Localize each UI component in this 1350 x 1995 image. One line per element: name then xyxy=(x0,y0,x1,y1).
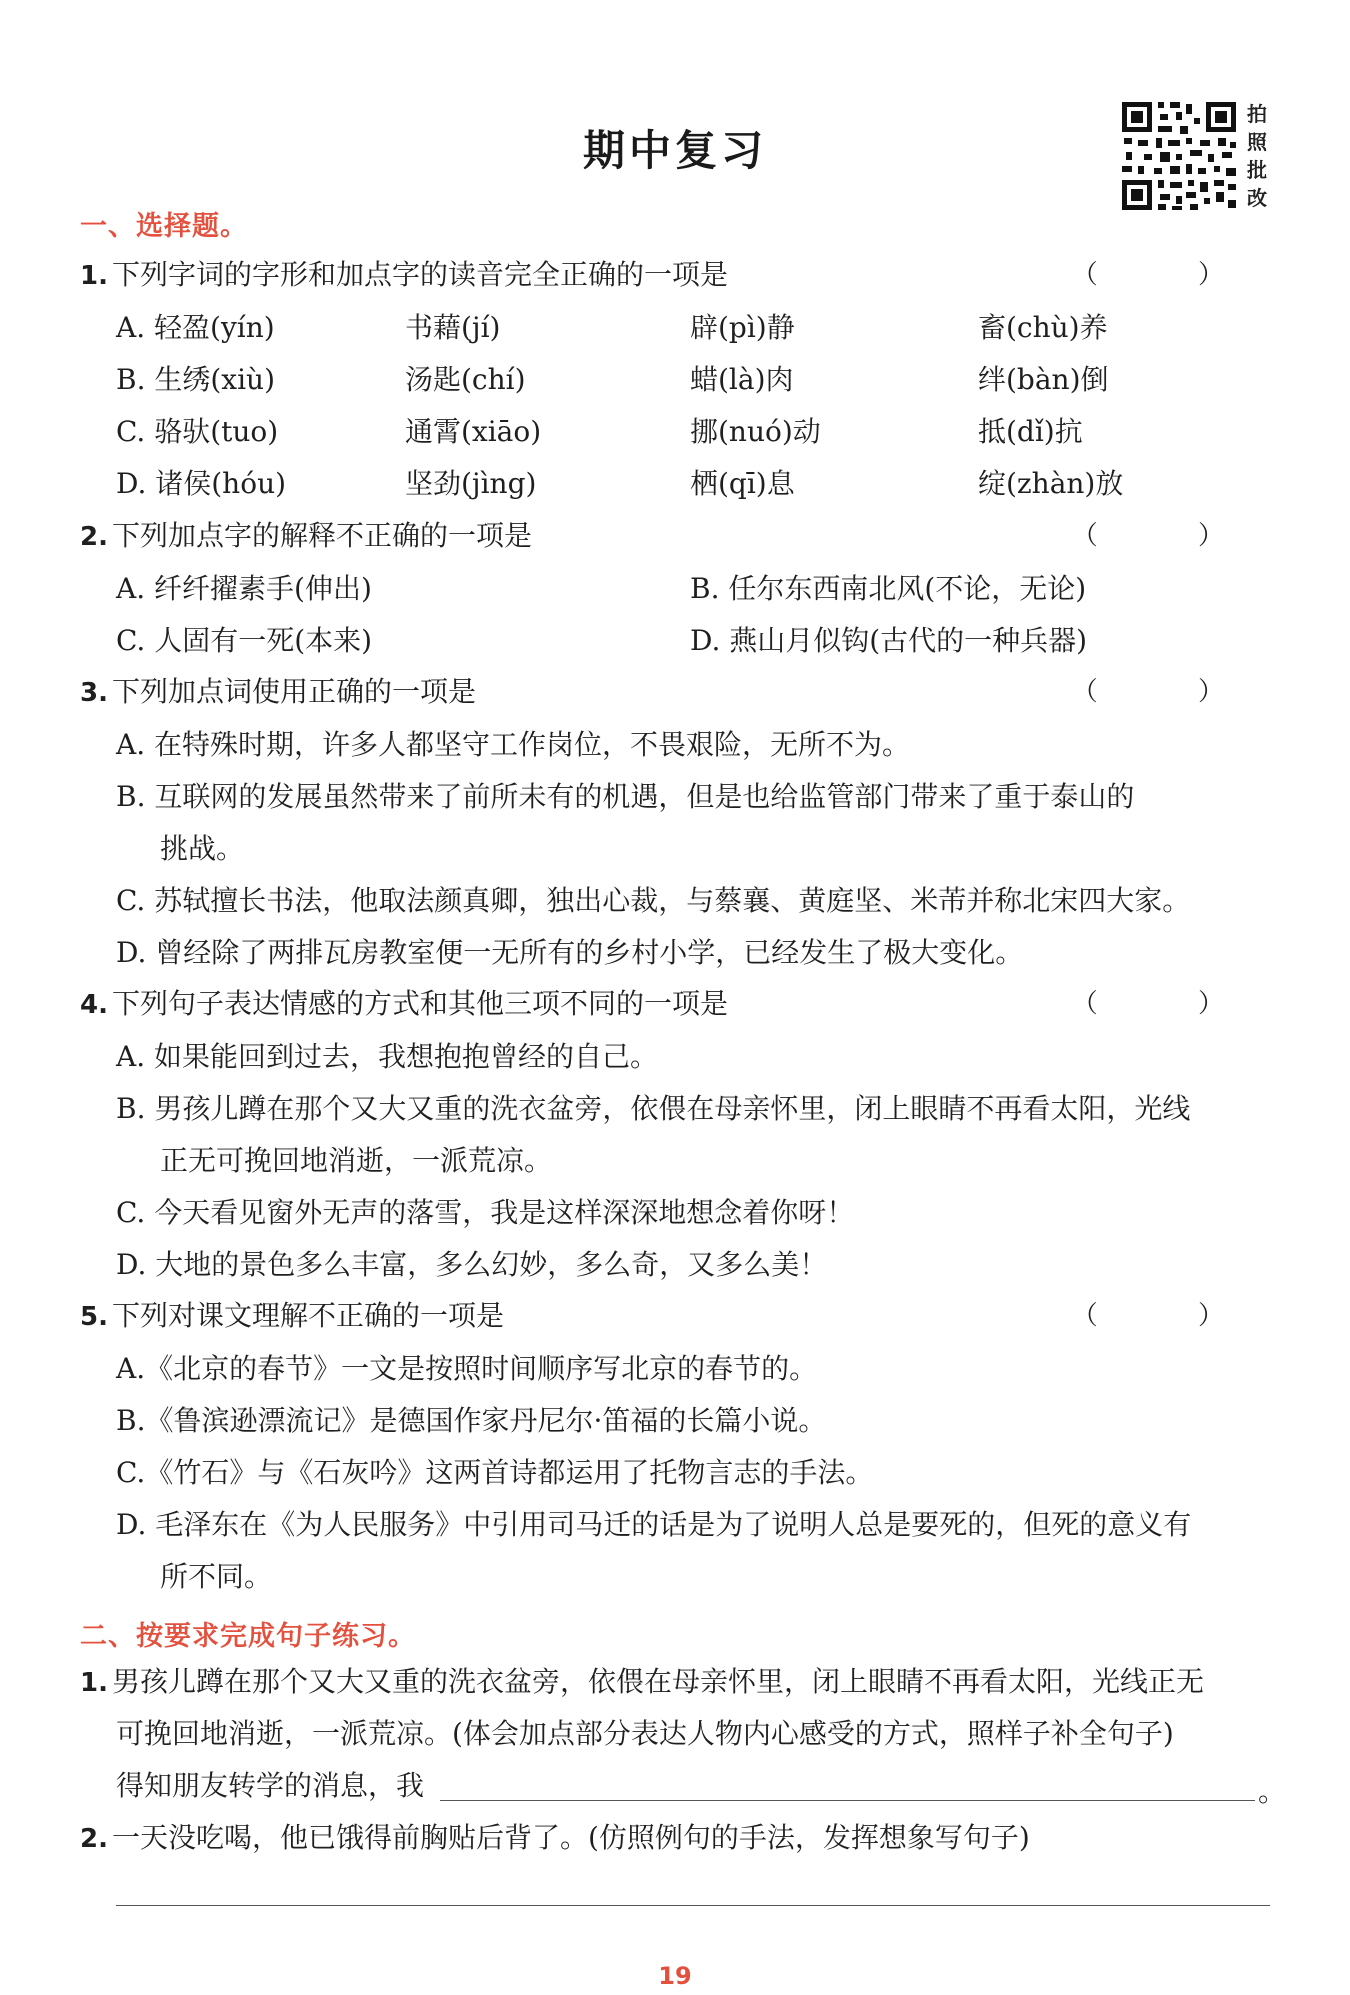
q5-option-c: C.《竹石》与《石灰吟》这两首诗都运用了托物言志的手法。 xyxy=(116,1456,874,1489)
qr-code-icon[interactable] xyxy=(1120,100,1238,212)
sentence-end-mark: 。 xyxy=(1258,1775,1287,1808)
answer-bracket[interactable]: （ ） xyxy=(1071,677,1270,707)
answer-bracket[interactable]: （ ） xyxy=(1071,1301,1270,1331)
answer-bracket[interactable]: （ ） xyxy=(1071,260,1270,290)
sentence-question-1-line2: 可挽回地消逝，一派荒凉。(体会加点部分表达人物内心感受的方式，照样子补全句子) xyxy=(116,1717,1174,1750)
q5-option-d-cont: 所不同。 xyxy=(160,1560,273,1593)
q4-option-b-cont: 正无可挽回地消逝，一派荒凉。 xyxy=(160,1144,553,1177)
q2-option-d: D. 燕山月似钩(古代的一种兵器) xyxy=(690,624,1088,657)
question-4: 4. 下列句子表达情感的方式和其他三项不同的一项是 （ ） xyxy=(80,984,1270,1024)
sentence-question-1-line1: 男孩儿蹲在那个又大又重的洗衣盆旁，依偎在母亲怀里，闭上眼睛不再看太阳，光线正无 xyxy=(111,1665,1204,1698)
page-title: 期中复习 xyxy=(582,126,767,175)
q1-b-4: 绊(bàn)倒 xyxy=(978,363,1109,396)
q1-c-3: 挪(nuó)动 xyxy=(690,415,821,448)
q3-option-c: C. 苏轼擅长书法，他取法颜真卿，独出心裁，与蔡襄、黄庭坚、米芾并称北宋四大家。 xyxy=(116,884,1191,917)
q1-c-4: 抵(dǐ)抗 xyxy=(978,415,1083,448)
q3-option-b: B. 互联网的发展虽然带来了前所未有的机遇，但是也给监管部门带来了重于泰山的 xyxy=(116,780,1135,813)
answer-bracket[interactable]: （ ） xyxy=(1071,521,1270,551)
question-4-stem: 下列句子表达情感的方式和其他三项不同的一项是 xyxy=(111,987,728,1020)
question-3: 3. 下列加点词使用正确的一项是 （ ） xyxy=(80,672,1270,712)
q4-option-c: C. 今天看见窗外无声的落雪，我是这样深深地想念着你呀！ xyxy=(116,1196,855,1229)
section-heading-choice: 一、选择题。 xyxy=(80,211,248,242)
sentence-question-2-line1: 一天没吃喝，他已饿得前胸贴后背了。(仿照例句的手法，发挥想象写句子) xyxy=(111,1821,1030,1854)
question-2: 2. 下列加点字的解释不正确的一项是 （ ） xyxy=(80,516,1270,556)
q5-option-a: A.《北京的春节》一文是按照时间顺序写北京的春节的。 xyxy=(116,1352,818,1385)
question-3-stem: 下列加点词使用正确的一项是 xyxy=(111,675,476,708)
q1-a-1: A. 轻盈(yín) xyxy=(116,311,275,344)
q1-a-2: 书藉(jí) xyxy=(405,311,501,344)
question-2-stem: 下列加点字的解释不正确的一项是 xyxy=(111,519,532,552)
q1-d-1: D. 诸侯(hóu) xyxy=(116,467,287,500)
q3-option-a: A. 在特殊时期，许多人都坚守工作岗位，不畏艰险，无所不为。 xyxy=(116,728,911,761)
q1-c-2: 通霄(xiāo) xyxy=(405,415,542,448)
q5-option-d: D. 毛泽东在《为人民服务》中引用司马迁的话是为了说明人总是要死的，但死的意义有 xyxy=(116,1508,1192,1541)
sentence-question-2: 2. 一天没吃喝，他已饿得前胸贴后背了。(仿照例句的手法，发挥想象写句子) xyxy=(80,1821,1030,1854)
question-1: 1. 下列字词的字形和加点字的读音完全正确的一项是 （ ） xyxy=(80,255,1270,295)
question-5-stem: 下列对课文理解不正确的一项是 xyxy=(111,1299,504,1332)
q1-a-4: 畜(chù)养 xyxy=(978,311,1108,344)
page-number: 19 xyxy=(658,1962,692,1990)
q3-option-b-cont: 挑战。 xyxy=(160,832,245,865)
q1-b-2: 汤匙(chí) xyxy=(405,363,526,396)
q1-d-2: 坚劲(jìng) xyxy=(405,467,537,500)
q1-c-1: C. 骆驮(tuo) xyxy=(116,415,279,448)
answer-blank-1[interactable] xyxy=(440,1800,1255,1801)
q3-option-d: D. 曾经除了两排瓦房教室便一无所有的乡村小学，已经发生了极大变化。 xyxy=(116,936,1024,969)
question-5: 5. 下列对课文理解不正确的一项是 （ ） xyxy=(80,1296,1270,1336)
q2-option-a: A. 纤纤擢素手(伸出) xyxy=(116,572,372,605)
sentence-question-1: 1. 男孩儿蹲在那个又大又重的洗衣盆旁，依偎在母亲怀里，闭上眼睛不再看太阳，光线正无 xyxy=(80,1665,1204,1698)
q1-d-4: 绽(zhàn)放 xyxy=(978,467,1124,500)
qr-caption: 拍 照 批 改 xyxy=(1247,102,1267,210)
q2-option-b: B. 任尔东西南北风(不论，无论) xyxy=(690,572,1087,605)
q4-option-d: D. 大地的景色多么丰富，多么幻妙，多么奇，又多么美！ xyxy=(116,1248,828,1281)
q1-d-3: 栖(qī)息 xyxy=(690,467,795,500)
q2-option-c: C. 人固有一死(本来) xyxy=(116,624,373,657)
question-1-stem: 下列字词的字形和加点字的读音完全正确的一项是 xyxy=(111,258,728,291)
sentence-question-1-line3: 得知朋友转学的消息，我 xyxy=(116,1769,425,1802)
q1-b-3: 蜡(là)肉 xyxy=(690,363,794,396)
answer-bracket[interactable]: （ ） xyxy=(1071,989,1270,1019)
q4-option-b: B. 男孩儿蹲在那个又大又重的洗衣盆旁，依偎在母亲怀里，闭上眼睛不再看太阳，光线 xyxy=(116,1092,1191,1125)
q1-a-3: 辟(pì)静 xyxy=(690,311,795,344)
q5-option-b: B.《鲁滨逊漂流记》是德国作家丹尼尔·笛福的长篇小说。 xyxy=(116,1404,827,1437)
q4-option-a: A. 如果能回到过去，我想抱抱曾经的自己。 xyxy=(116,1040,659,1073)
q1-b-1: B. 生绣(xiù) xyxy=(116,363,276,396)
answer-blank-2[interactable] xyxy=(116,1905,1270,1906)
section-heading-sentence: 二、按要求完成句子练习。 xyxy=(80,1621,416,1652)
